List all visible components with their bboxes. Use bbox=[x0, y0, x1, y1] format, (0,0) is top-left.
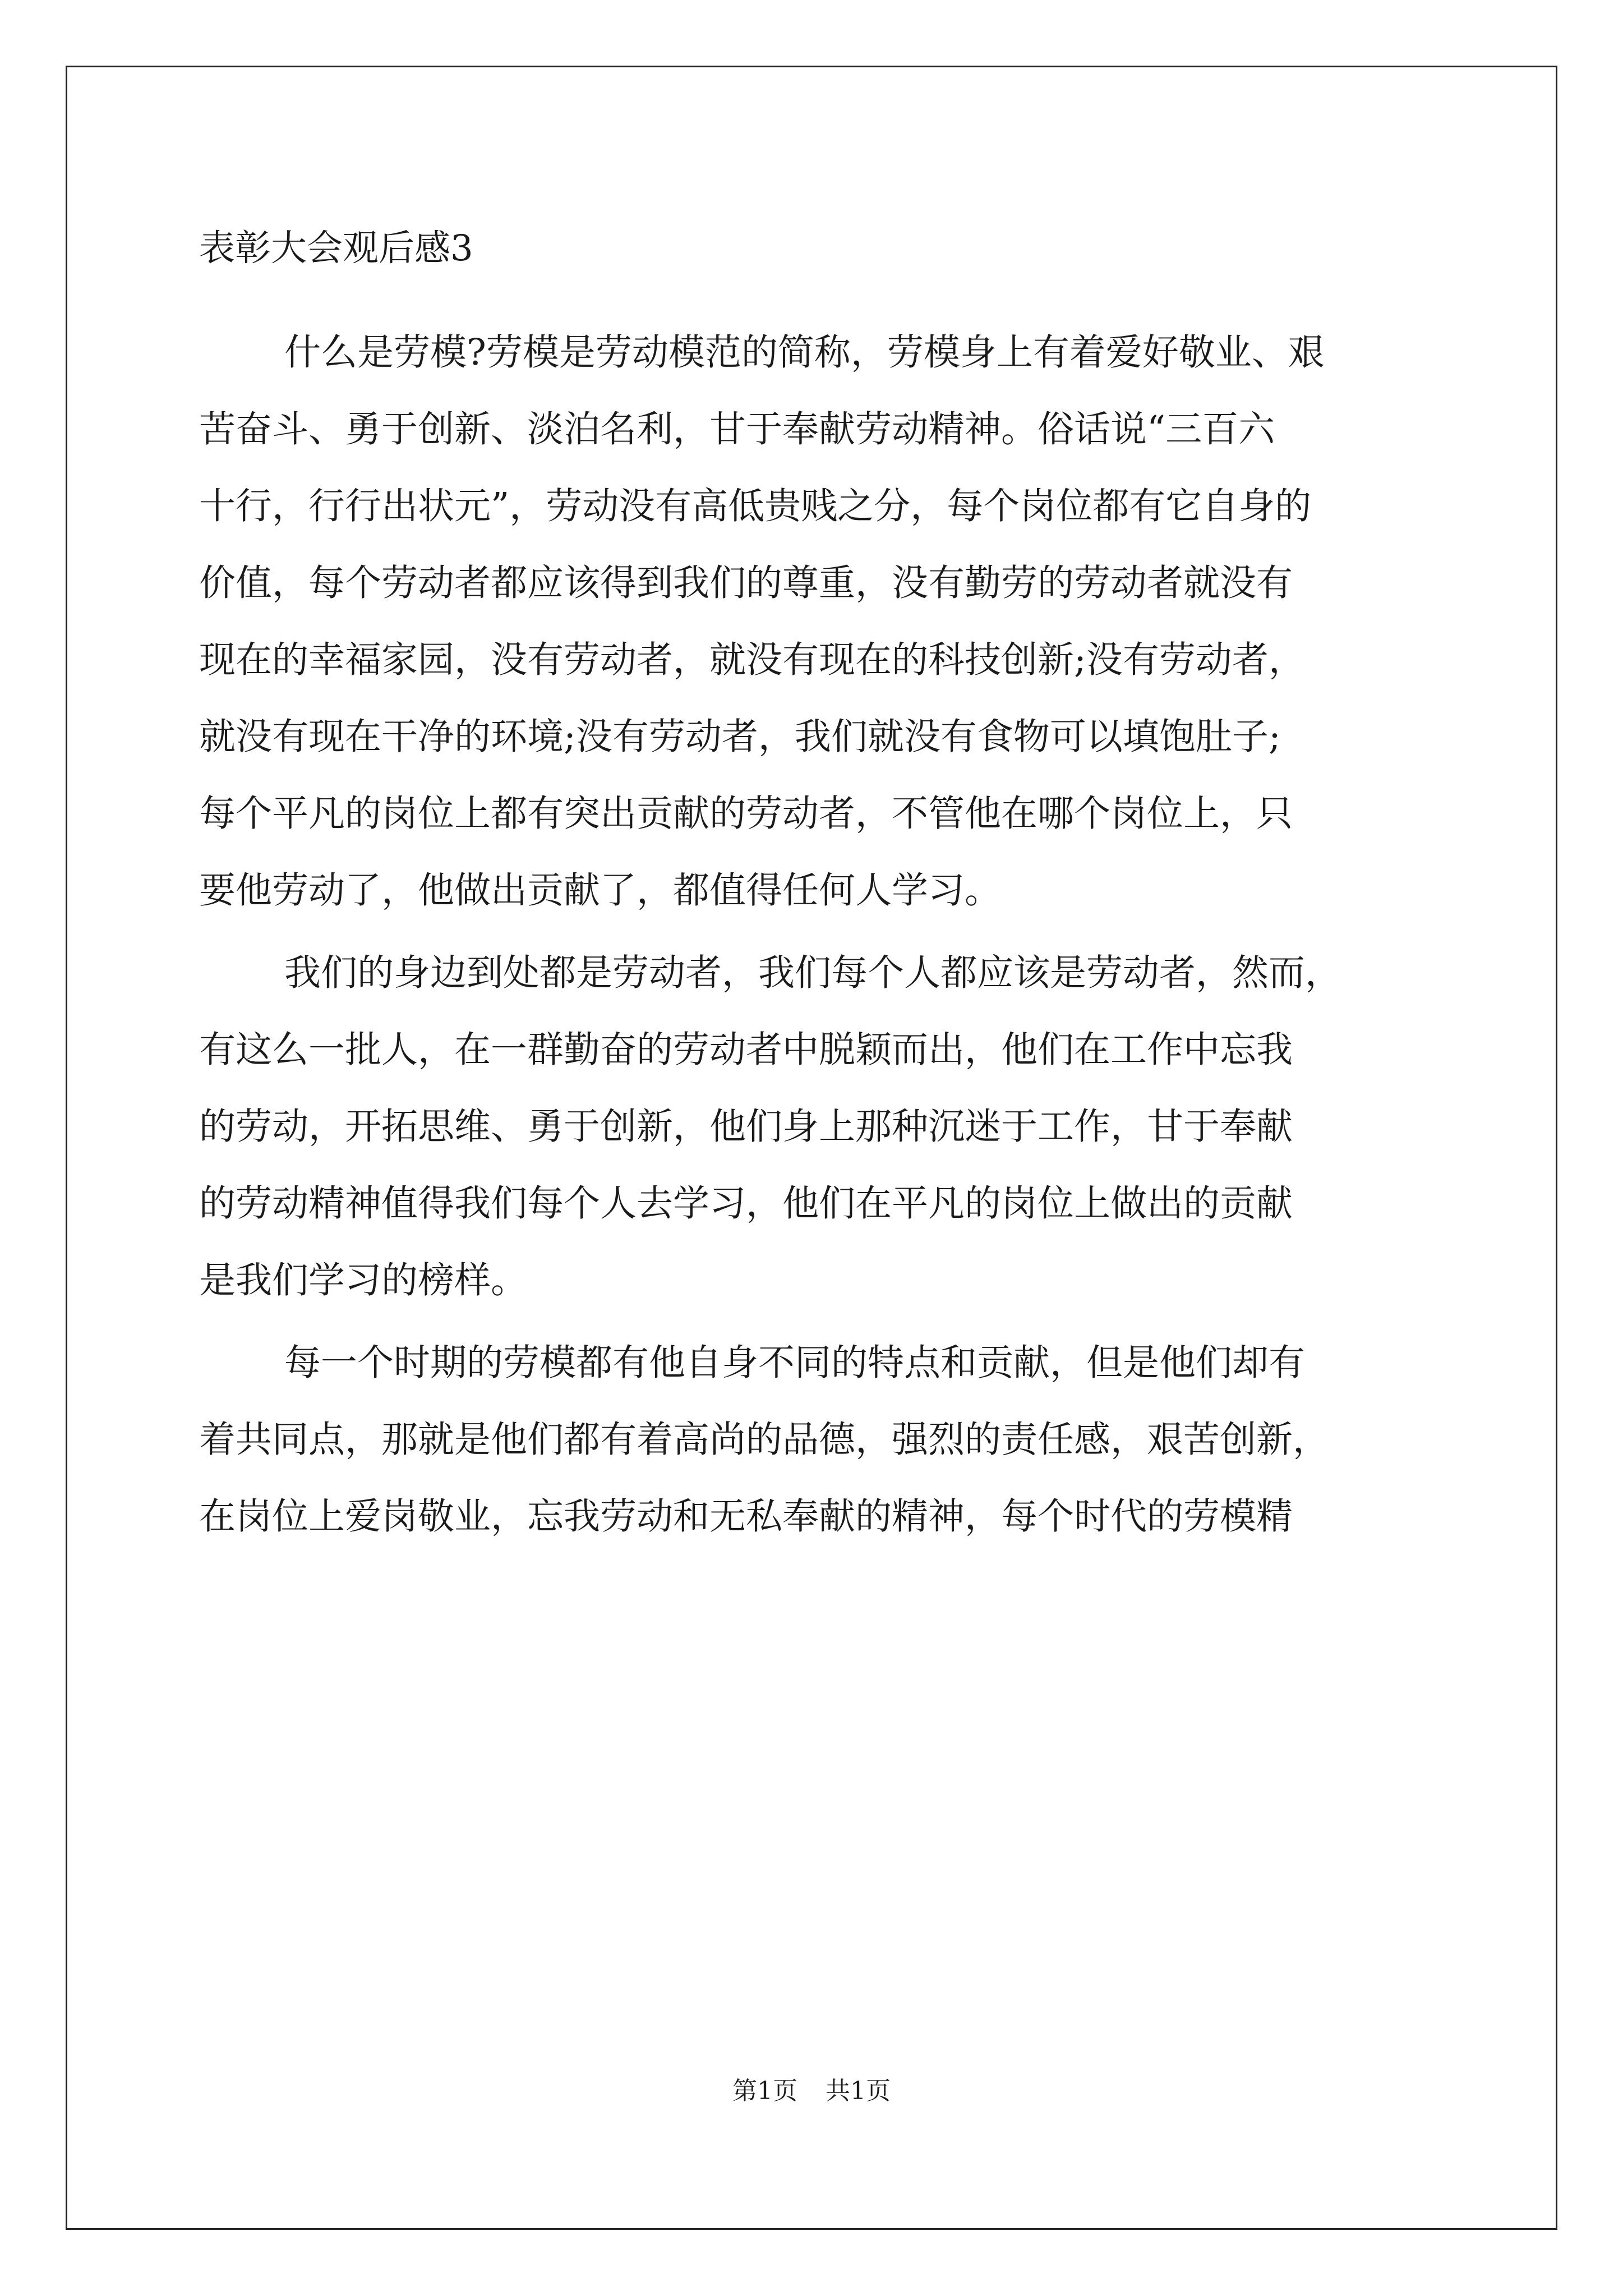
text-line: 着共同点，那就是他们都有着高尚的品德，强烈的责任感，艰苦创新， bbox=[199, 1419, 1330, 1461]
text-line: 是我们学习的榜样。 bbox=[199, 1259, 528, 1301]
text-line: 十行，行行出状元”，劳动没有高低贵贱之分，每个岗位都有它自身的 bbox=[199, 485, 1312, 527]
text-line: 的劳动精神值得我们每个人去学习，他们在平凡的岗位上做出的贡献 bbox=[199, 1182, 1293, 1225]
text-line: 要他劳动了，他做出贡献了，都值得任何人学习。 bbox=[199, 869, 1002, 912]
paragraph-1 bbox=[199, 314, 1433, 929]
text-line: 现在的幸福家园，没有劳动者，就没有现在的科技创新;没有劳动者， bbox=[199, 639, 1305, 681]
document-title: 表彰大会观后感3 bbox=[199, 228, 473, 269]
page-total: 共1页 bbox=[826, 2077, 891, 2105]
document-body bbox=[199, 314, 1433, 1561]
text-line: 的劳动，开拓思维、勇于创新，他们身上那种沉迷于工作，甘于奉献 bbox=[199, 1106, 1293, 1148]
text-line: 苦奋斗、勇于创新、淡泊名利，甘于奉献劳动精神。俗话说“三百六 bbox=[199, 408, 1275, 450]
paragraph-2 bbox=[199, 935, 1433, 1319]
text-line: 什么是劳模?劳模是劳动模范的简称，劳模身上有着爱好敬业、艰 bbox=[284, 332, 1325, 374]
text-line: 有这么一批人，在一群勤奋的劳动者中脱颖而出，他们在工作中忘我 bbox=[199, 1029, 1293, 1071]
text-line: 每个平凡的岗位上都有突出贡献的劳动者，不管他在哪个岗位上，只 bbox=[199, 793, 1293, 835]
page-number: 第1页 bbox=[732, 2077, 797, 2105]
text-line: 每一个时期的劳模都有他自身不同的特点和贡献，但是他们却有 bbox=[284, 1342, 1306, 1384]
paragraph-3 bbox=[199, 1324, 1433, 1555]
text-line: 价值，每个劳动者都应该得到我们的尊重，没有勤劳的劳动者就没有 bbox=[199, 562, 1293, 604]
page-footer bbox=[0, 2074, 1623, 2108]
text-line: 我们的身边到处都是劳动者，我们每个人都应该是劳动者，然而， bbox=[284, 952, 1342, 994]
text-line: 在岗位上爱岗敬业，忘我劳动和无私奉献的精神，每个时代的劳模精 bbox=[199, 1496, 1293, 1538]
text-line: 就没有现在干净的环境;没有劳动者，我们就没有食物可以填饱肚子; bbox=[199, 716, 1281, 758]
